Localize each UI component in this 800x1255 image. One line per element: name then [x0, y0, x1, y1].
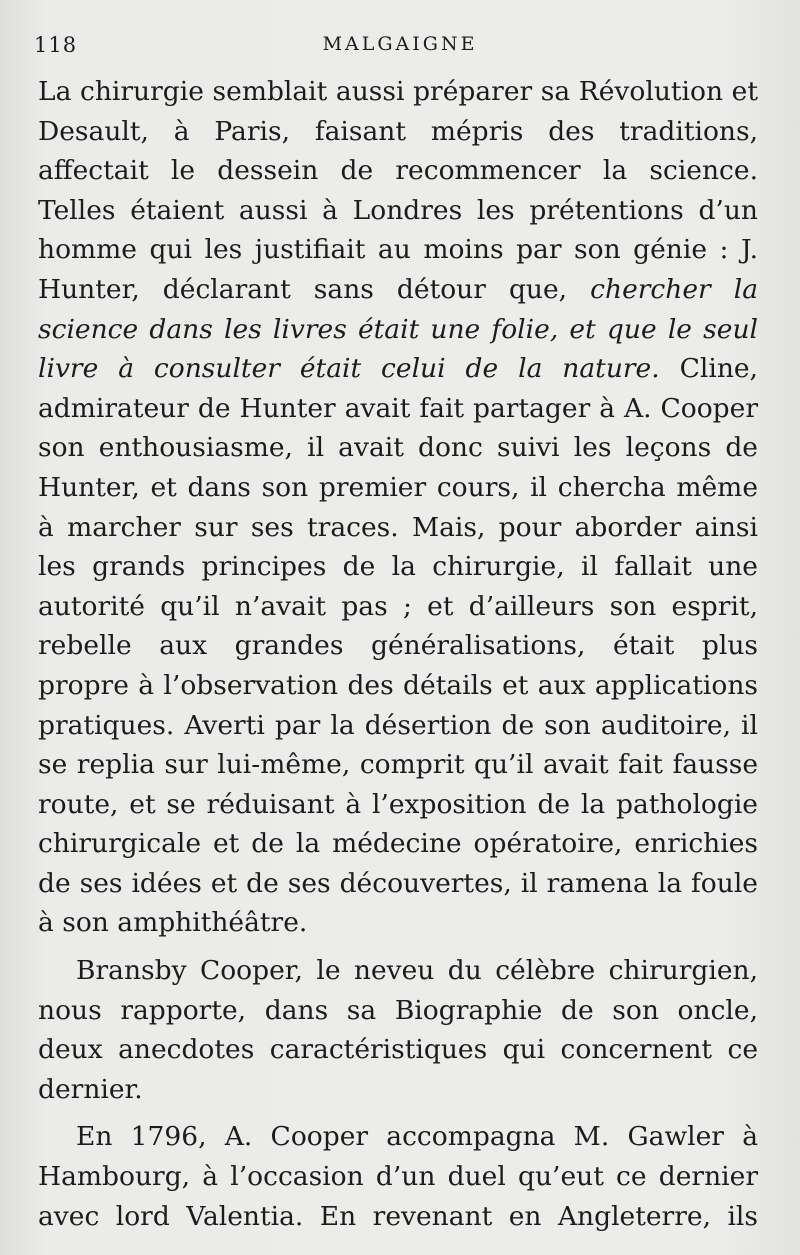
- paragraph-1: La chirurgie semblait aussi préparer sa Révolution et Desault, à Paris, faisant mépris des traditions, affectait le dessein de recommencer la science. Telles étaient aussi à Londres les prétentions d’un homme qui les justifiait au moins par son génie : J. Hunter, déclarant sans détour que, chercher la science dans les livres était une folie, et que le seul livre à consulter était celui de la nature. Cline, admirateur de Hunter avait fait partager à A. Cooper son enthousiasme, il avait donc suivi les leçons de Hunter, et dans son premier cours, il chercha même à marcher sur ses traces. Mais, pour aborder ainsi les grands principes de la chirurgie, il fallait une autorité qu’il n’avait pas ; et d’ailleurs son esprit, rebelle aux grandes généralisations, était plus propre à l’observation des détails et aux applications pratiques. Averti par la désertion de son auditoire, il se replia sur lui-même, comprit qu’il avait fait fausse route, et se réduisant à l’exposition de la pathologie chirurgicale et de la médecine opératoire, enrichies de ses idées et de ses découvertes, il ramena la foule à son amphithéâtre.: [38, 76, 758, 939]
- italic-quotation: chercher la science dans les livres était une folie, et que le seul livre à consulter était celui de la nature.: [38, 273, 758, 385]
- paragraph-3: En 1796, A. Cooper accompagna M. Gawler à Hambourg, à l’occasion d’un duel qu’eut ce dernier avec lord Valentia. En revenant en Angleterre, ils: [38, 1121, 758, 1232]
- paragraph-2: Bransby Cooper, le neveu du célèbre chirurgien, nous rapporte, dans sa Biographie de son oncle, deux anecdotes caractéristiques qui concernent ce dernier.: [38, 955, 758, 1105]
- body-text: [38, 72, 758, 1244]
- running-head: MALGAIGNE: [322, 33, 478, 55]
- page-header: [34, 33, 766, 63]
- page-number: 118: [34, 33, 78, 57]
